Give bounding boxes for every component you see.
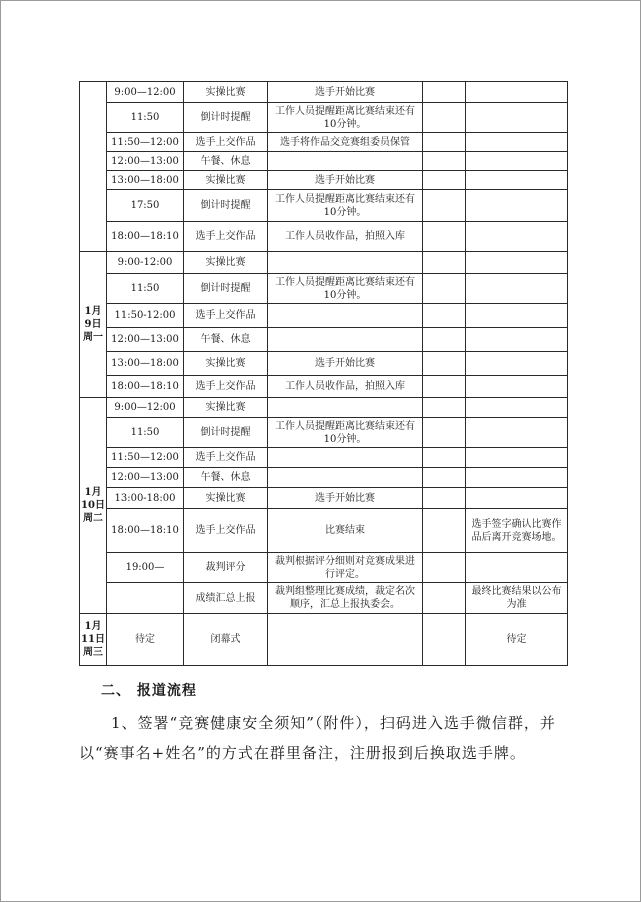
- time-cell: 12:00—13:00: [107, 468, 184, 488]
- table-row: [80, 448, 568, 468]
- note-cell: [466, 488, 568, 509]
- day-date: 11日: [81, 634, 105, 645]
- empty-cell: [423, 252, 466, 274]
- table-row: [80, 222, 568, 252]
- time-cell: 12:00—13:00: [107, 152, 184, 171]
- note-cell: [466, 328, 568, 352]
- empty-cell: [423, 448, 466, 468]
- time-cell: 12:00—13:00: [107, 328, 184, 352]
- note-cell: [466, 252, 568, 274]
- item-cell: 倒计时提醒: [184, 274, 268, 304]
- empty-cell: [423, 468, 466, 488]
- empty-cell: [423, 103, 466, 133]
- table-row: [80, 190, 568, 222]
- item-cell: 午餐、休息: [184, 152, 268, 171]
- time-cell: 11:50—12:00: [107, 448, 184, 468]
- note-cell: [466, 553, 568, 583]
- item-cell: 选手上交作品: [184, 448, 268, 468]
- empty-cell: [423, 152, 466, 171]
- competition-schedule-table: [79, 81, 568, 666]
- time-cell: 13:00-18:00: [107, 488, 184, 509]
- table-row: [80, 304, 568, 328]
- empty-cell: [423, 583, 466, 614]
- note-cell: 待定: [466, 614, 568, 666]
- item-cell: 午餐、休息: [184, 468, 268, 488]
- empty-cell: [423, 133, 466, 152]
- table-row: [80, 398, 568, 418]
- content-cell: 工作人员提醒距离比赛结束还有10分钟。: [268, 190, 423, 222]
- day-weekday: 周三: [83, 647, 103, 658]
- table-row: [80, 376, 568, 398]
- note-cell: [466, 171, 568, 190]
- item-cell: 午餐、休息: [184, 328, 268, 352]
- item-cell: 成绩汇总上报: [184, 583, 268, 614]
- time-cell: 11:50: [107, 418, 184, 448]
- note-cell: [466, 152, 568, 171]
- item-cell: 倒计时提醒: [184, 190, 268, 222]
- content-cell: 选手将作品交竞赛组委员保管: [268, 133, 423, 152]
- day-date: 10日: [81, 500, 105, 511]
- time-cell: 19:00—: [107, 553, 184, 583]
- day-cell-jan10: [80, 398, 107, 614]
- time-cell: 9:00—12:00: [107, 82, 184, 103]
- time-cell: 18:00—18:10: [107, 222, 184, 252]
- item-cell: 选手上交作品: [184, 376, 268, 398]
- table-row: [80, 614, 568, 666]
- content-cell: 比赛结束: [268, 509, 423, 553]
- day-cell-continued: [80, 82, 107, 252]
- content-cell: [268, 304, 423, 328]
- day-date: 9日: [84, 319, 102, 330]
- note-cell: [466, 376, 568, 398]
- item-cell: 选手上交作品: [184, 133, 268, 152]
- content-cell: 裁判组整理比赛成绩，裁定名次顺序，汇总上报执委会。: [268, 583, 423, 614]
- content-cell: [268, 614, 423, 666]
- item-cell: 实操比赛: [184, 82, 268, 103]
- item-cell: 选手上交作品: [184, 304, 268, 328]
- time-cell: 18:00—18:10: [107, 509, 184, 553]
- note-cell: [466, 274, 568, 304]
- empty-cell: [423, 488, 466, 509]
- item-cell: 选手上交作品: [184, 509, 268, 553]
- time-cell: 17:50: [107, 190, 184, 222]
- note-cell: [466, 82, 568, 103]
- content-cell: 选手开始比赛: [268, 352, 423, 376]
- day-month: 1月: [84, 306, 102, 317]
- empty-cell: [423, 352, 466, 376]
- day-cell-jan11: [80, 614, 107, 666]
- empty-cell: [423, 509, 466, 553]
- table-row: [80, 133, 568, 152]
- content-cell: 裁判根据评分细则对竞赛成果进行评定。: [268, 553, 423, 583]
- time-cell: 11:50-12:00: [107, 304, 184, 328]
- content-cell: [268, 468, 423, 488]
- day-weekday: 周一: [83, 332, 103, 343]
- empty-cell: [423, 222, 466, 252]
- table-row: [80, 352, 568, 376]
- time-cell: 9:00-12:00: [107, 252, 184, 274]
- note-cell: [466, 304, 568, 328]
- content-cell: 工作人员提醒距离比赛结束还有10分钟。: [268, 103, 423, 133]
- note-cell: [466, 418, 568, 448]
- item-cell: 实操比赛: [184, 171, 268, 190]
- empty-cell: [423, 614, 466, 666]
- time-cell: 18:00—18:10: [107, 376, 184, 398]
- time-cell: 11:50: [107, 274, 184, 304]
- table-row: [80, 553, 568, 583]
- item-cell: 选手上交作品: [184, 222, 268, 252]
- item-cell: 裁判评分: [184, 553, 268, 583]
- table-row: [80, 103, 568, 133]
- content-cell: 工作人员收作品，拍照入库: [268, 376, 423, 398]
- item-cell: 倒计时提醒: [184, 103, 268, 133]
- table-row: [80, 252, 568, 274]
- table-row: [80, 82, 568, 103]
- content-cell: 选手开始比赛: [268, 488, 423, 509]
- day-cell-jan9: [80, 252, 107, 398]
- table-row: [80, 583, 568, 614]
- empty-cell: [423, 398, 466, 418]
- item-cell: 实操比赛: [184, 398, 268, 418]
- empty-cell: [423, 171, 466, 190]
- table-row: [80, 468, 568, 488]
- section-heading: 二、 报道流程: [101, 683, 197, 699]
- time-cell: 9:00—12:00: [107, 398, 184, 418]
- note-cell: 选手签字确认比赛作品后离开竞赛场地。: [466, 509, 568, 553]
- empty-cell: [423, 190, 466, 222]
- content-cell: 选手开始比赛: [268, 171, 423, 190]
- empty-cell: [423, 82, 466, 103]
- item-cell: 闭幕式: [184, 614, 268, 666]
- item-cell: 实操比赛: [184, 252, 268, 274]
- content-cell: 工作人员提醒距离比赛结束还有10分钟。: [268, 418, 423, 448]
- time-cell: 11:50—12:00: [107, 133, 184, 152]
- empty-cell: [423, 418, 466, 448]
- time-cell: [107, 583, 184, 614]
- empty-cell: [423, 274, 466, 304]
- empty-cell: [423, 328, 466, 352]
- content-cell: 选手开始比赛: [268, 82, 423, 103]
- item-cell: 实操比赛: [184, 352, 268, 376]
- table-row: [80, 171, 568, 190]
- note-cell: [466, 222, 568, 252]
- time-cell: 13:00—18:00: [107, 352, 184, 376]
- table-row: [80, 274, 568, 304]
- content-cell: [268, 252, 423, 274]
- item-cell: 倒计时提醒: [184, 418, 268, 448]
- content-cell: [268, 152, 423, 171]
- empty-cell: [423, 376, 466, 398]
- content-cell: 工作人员提醒距离比赛结束还有10分钟。: [268, 274, 423, 304]
- content-cell: [268, 448, 423, 468]
- time-cell: 13:00—18:00: [107, 171, 184, 190]
- note-cell: [466, 398, 568, 418]
- note-cell: [466, 352, 568, 376]
- note-cell: [466, 190, 568, 222]
- time-cell: 待定: [107, 614, 184, 666]
- table-row: [80, 152, 568, 171]
- table-row: [80, 418, 568, 448]
- note-cell: 最终比赛结果以公布为准: [466, 583, 568, 614]
- note-cell: [466, 448, 568, 468]
- table-row: [80, 488, 568, 509]
- empty-cell: [423, 304, 466, 328]
- body-paragraph: 1、签署“竞赛健康安全须知”（附件），扫码进入选手微信群，并以“赛事名+姓名”的方式在群里备注，注册报到后换取选手牌。: [79, 714, 556, 762]
- empty-cell: [423, 553, 466, 583]
- table-row: [80, 509, 568, 553]
- note-cell: [466, 103, 568, 133]
- time-cell: 11:50: [107, 103, 184, 133]
- content-cell: [268, 398, 423, 418]
- note-cell: [466, 133, 568, 152]
- content-cell: [268, 328, 423, 352]
- content-cell: 工作人员收作品，拍照入库: [268, 222, 423, 252]
- day-weekday: 周二: [83, 513, 103, 524]
- day-month: 1月: [84, 487, 102, 498]
- item-cell: 实操比赛: [184, 488, 268, 509]
- note-cell: [466, 468, 568, 488]
- table-row: [80, 328, 568, 352]
- day-month: 1月: [84, 621, 102, 632]
